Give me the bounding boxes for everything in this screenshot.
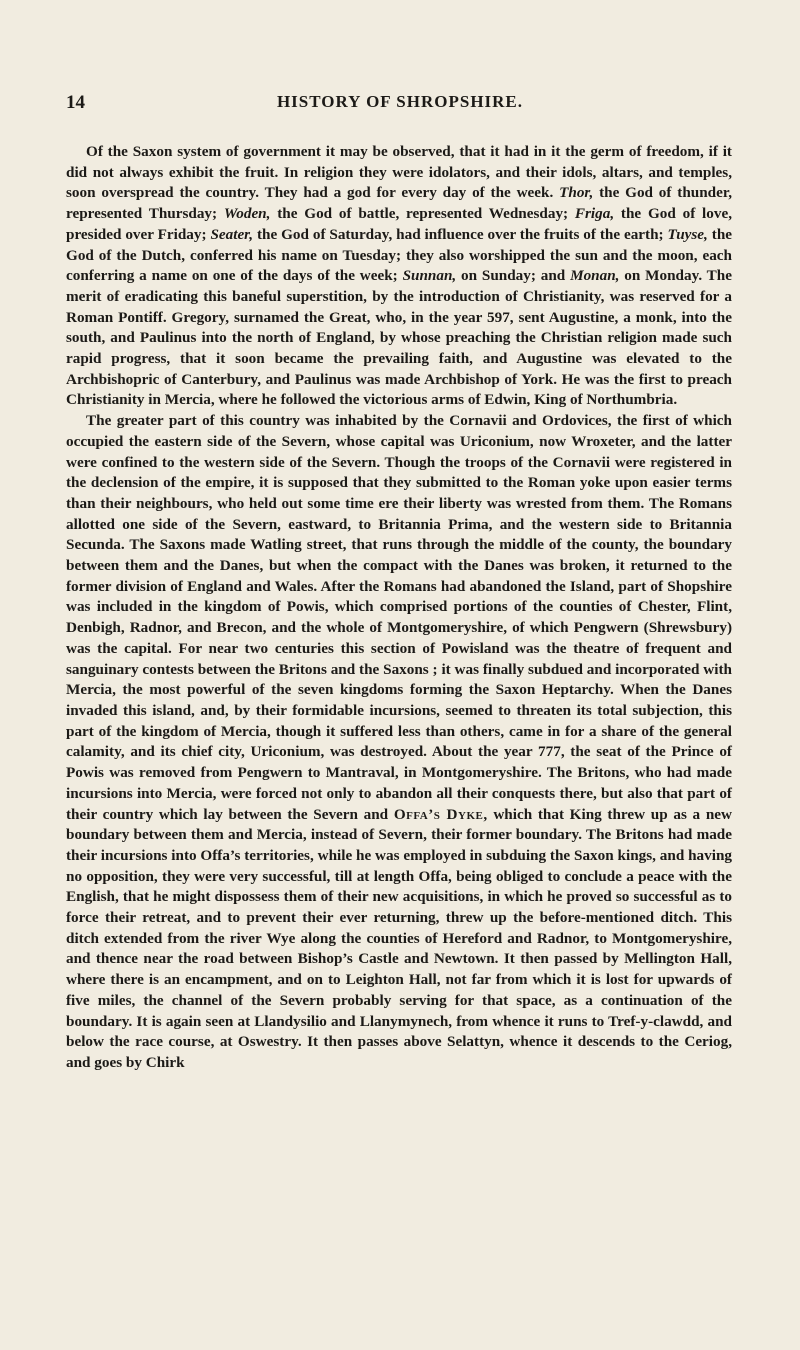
italic-name: Monan,: [570, 267, 620, 285]
text-run: on Monday. The merit of eradicating this baneful superstition, by the introduction of Christianity, was reserved for a Roman Pontiff. Gregory, surnamed the Great, who, in the year 597, sent Augustine, a monk, into the south, and Paulinus into the north of England, by whose preaching the Christian religion made such rapid progress, that it soon became the prevailing faith, and Augustine was elevated to the Archbishopric of Canterbury, and Paulinus was made Archbishop of York. He was the first to preach Christianity in Mercia, where he followed the victorious arms of Edwin, King of Northumbria.: [66, 267, 732, 409]
italic-name: Seater,: [210, 225, 254, 243]
running-title: HISTORY OF SHROPSHIRE.: [276, 92, 524, 111]
text-run: the God of love, presided over Friday;: [66, 205, 732, 243]
text-run: the God of battle, represented Wednesday;: [270, 205, 575, 223]
text-run: The greater part of this country was inhabited by the Cornavii and Ordovices, the first of which occupied the eastern side of the Severn, whose capital was Uriconium, now Wroxeter, and the latter were confined to the western side of the Severn. Though the troops of the Cornavii were registered in the declension of the empire, it is supposed that they submitted to the Roman yoke upon easier terms than their neighbours, who held out some time ere their liberty was wrested from them. The Romans allotted one side of the Severn, eastward, to Britannia Prima, and the western side to Britannia Secunda. The Saxons made Watling street, that runs through the middle of the county, the boundary between them and the Danes, but when the compact with the Danes was broken, it returned to the former division of England and Wales. After the Romans had abandoned the Island, part of Shopshire was included in the kingdom of Powis, which comprised portions of the counties of Chester, Flint, Denbigh, Radnor, and Brecon, and the whole of Montgomeryshire, of which Pengwern (Shrewsbury) was the capital. For near two centuries this section of Powisland was the theatre of frequent and sanguinary contests between the Britons and the Saxons ; it was finally subdued and incorporated with Mercia, the most powerful of the seven kingdoms forming the Saxon Heptarchy. When the Danes invaded this island, and, by their formidable incursions, seemed to threaten its total subjection, this part of the kingdom of Mercia, though it suffered less than others, came in for a share of the general calamity, and its chief city, Uriconium, was destroyed. About the year 777, the seat of the Prince of Powis was removed from Pengwern to Mantraval, in Montgomeryshire. The Britons, who had made incursions into Mercia, were forced not only to abandon all their conquests there, but also that part of their country which lay between the Severn and: [66, 412, 732, 823]
text-run: the God of the Dutch, conferred his name on Tuesday; they also worshipped the sun and the moon, each conferring a name on one of the days of the week;: [66, 225, 733, 285]
paragraph: [66, 411, 732, 1074]
text-run: Of the Saxon system of government it may be observed, that it had in it the germ of freedom, if it did not always exhibit the fruit. In religion they were idolators, and their idols, altars, and temples, soon overspread the country. They had a god for every day of the week.: [66, 143, 732, 202]
text-run: the God of thunder, represented Thursday;: [66, 184, 732, 223]
text-run: on Sunday; and: [456, 267, 571, 285]
italic-name: Sunnan,: [402, 267, 457, 285]
italic-name: Friga,: [574, 205, 615, 223]
page-number: 14: [66, 92, 85, 113]
paragraph: [66, 142, 732, 411]
smallcaps-text: Offa’s Dyke,: [393, 805, 488, 823]
italic-name: Woden,: [223, 205, 271, 223]
italic-name: Thor,: [559, 184, 594, 202]
italic-name: Tuyse,: [667, 225, 708, 243]
text-run: the God of Saturday, had influence over the fruits of the earth;: [253, 225, 668, 243]
page-header: [66, 92, 734, 122]
body-text: [66, 142, 732, 1074]
text-run: which that King threw up as a new boundary between them and Mercia, instead of Severn, their former boundary. The Britons had made their incursions into Offa’s territories, while he was employed in subduing the Saxon kings, and having no opposition, they were very successful, till at length Offa, being obliged to conclude a peace with the English, that he might dispossess them of their new acquisitions, in which he proved so successful as to force their retreat, and to prevent their ever returning, threw up the before-mentioned ditch. This ditch extended from the river Wye along the counties of Hereford and Radnor, to Montgomeryshire, and thence near the road between Bishop’s Castle and Newtown. It then passed by Mellington Hall, where there is an encampment, and on to Leighton Hall, not far from which it is lost for upwards of five miles, the channel of the Severn probably serving for that space, as a continuation of the boundary. It is again seen at Llandysilio and Llanymynech, from whence it runs to Tref-y-clawdd, and below the race course, at Oswestry. It then passes above Selattyn, whence it descends to the Ceriog, and goes by Chirk: [66, 805, 732, 1071]
